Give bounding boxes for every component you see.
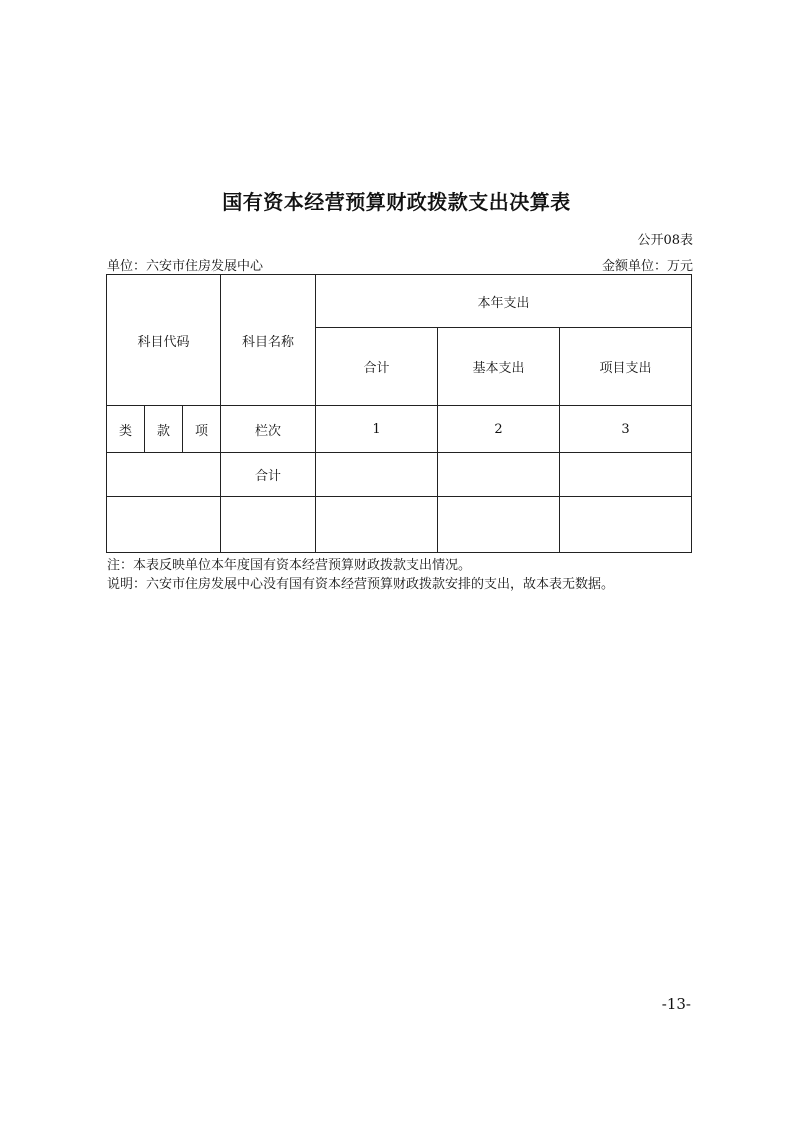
note-text: 注：本表反映单位本年度国有资本经营预算财政拨款支出情况。: [107, 558, 472, 573]
page-number: -13-: [661, 995, 691, 1013]
row-number-label: 栏次: [221, 406, 316, 453]
column-number-2: 2: [438, 406, 560, 453]
amount-unit: 金额单位：万元: [601, 259, 693, 274]
empty-row-total-cell: [316, 497, 438, 553]
item-header: 项: [183, 406, 221, 453]
current-year-expenditure-header: 本年支出: [316, 275, 692, 328]
category-header: 类: [107, 406, 145, 453]
empty-data-row: [107, 497, 692, 553]
total-row-code-cell: [107, 453, 221, 497]
empty-row-basic-cell: [438, 497, 560, 553]
page-title: 国有资本经营预算财政拨款支出决算表: [222, 190, 571, 214]
notes-block: [107, 556, 614, 594]
column-number-1: 1: [316, 406, 438, 453]
project-expenditure-column-header: 项目支出: [560, 328, 692, 406]
explanation-text: 说明：六安市住房发展中心没有国有资本经营预算财政拨款安排的支出，故本表无数据。: [107, 577, 615, 592]
subject-name-header: 科目名称: [221, 275, 316, 406]
subject-code-header: 科目代码: [107, 275, 221, 406]
total-row-basic-cell: [438, 453, 560, 497]
section-header: 款: [145, 406, 183, 453]
basic-expenditure-column-header: 基本支出: [438, 328, 560, 406]
total-row-label: 合计: [221, 453, 316, 497]
total-column-header: 合计: [316, 328, 438, 406]
empty-row-code-cell: [107, 497, 221, 553]
column-number-3: 3: [560, 406, 692, 453]
expenditure-table: [106, 274, 692, 553]
total-row: [107, 453, 692, 497]
empty-row-project-cell: [560, 497, 692, 553]
form-number: 公开08表: [637, 233, 693, 248]
empty-row-name-cell: [221, 497, 316, 553]
total-row-total-cell: [316, 453, 438, 497]
total-row-project-cell: [560, 453, 692, 497]
reporting-unit: 单位：六安市住房发展中心: [107, 259, 264, 274]
